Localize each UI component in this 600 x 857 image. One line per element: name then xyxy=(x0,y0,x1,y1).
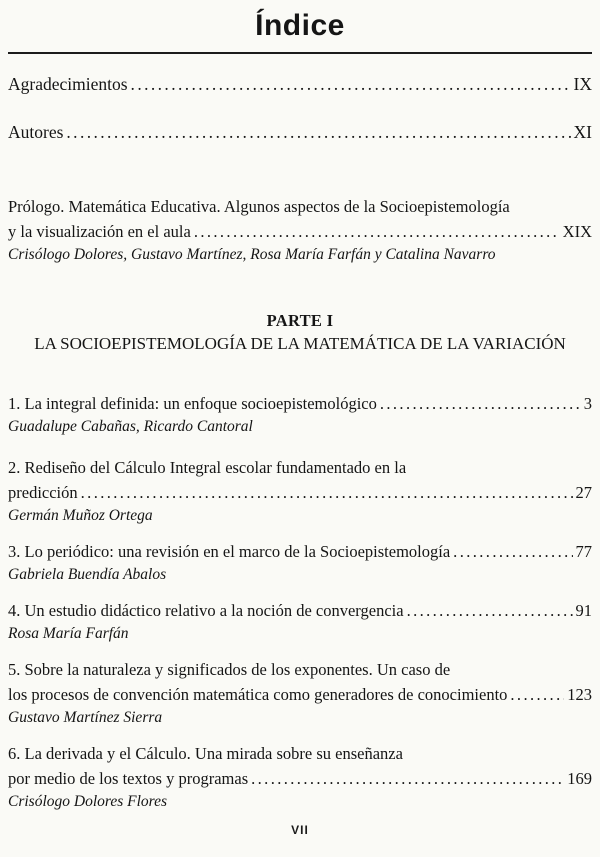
part-label: PARTE I xyxy=(266,311,334,330)
entry-page-number: XI xyxy=(573,122,592,142)
chapter-authors: Germán Muñoz Ortega xyxy=(8,507,153,524)
toc-entry-prologo xyxy=(8,194,592,265)
chapter-title: 3. Lo periódico: una revisión en el marco de la Socioepistemología xyxy=(8,542,451,561)
chapter-page-number: 169 xyxy=(567,769,592,788)
chapter-title-line2: por medio de los textos y programas xyxy=(8,769,249,788)
dot-leader xyxy=(81,480,573,505)
chapter-page-number: 3 xyxy=(583,394,592,413)
chapter-title-line1: 2. Rediseño del Cálculo Integral escolar fundamentado en la xyxy=(8,458,407,477)
chapter-title: 1. La integral definida: un enfoque socioepistemológico xyxy=(8,394,377,413)
chapter-page-number: 123 xyxy=(567,685,592,704)
entry-page-number: XIX xyxy=(562,222,592,241)
chapter-title: 4. Un estudio didáctico relativo a la noción de convergencia xyxy=(8,601,404,620)
chapter-4-entry xyxy=(8,598,592,644)
chapter-title-row xyxy=(8,682,592,707)
chapter-title-line1: 5. Sobre la naturaleza y significados de los exponentes. Un caso de xyxy=(8,660,451,679)
chapter-1-entry xyxy=(8,391,592,437)
chapter-title-line2: predicción xyxy=(8,483,78,502)
entry-page-number: IX xyxy=(573,74,592,94)
toc-entry-autores xyxy=(8,122,592,142)
chapter-3-entry xyxy=(8,539,592,585)
dot-leader xyxy=(380,391,581,416)
chapter-authors: Gabriela Buendía Abalos xyxy=(8,566,167,583)
title-divider xyxy=(8,52,592,54)
chapter-authors: Guadalupe Cabañas, Ricardo Cantoral xyxy=(8,418,253,435)
entry-label: Autores xyxy=(8,122,64,142)
toc-entry-agradecimientos xyxy=(8,74,592,94)
chapter-5-entry xyxy=(8,657,592,728)
entry-title-line2: y la visualización en el aula xyxy=(8,222,191,241)
chapter-title-row xyxy=(8,480,592,505)
chapter-title-row xyxy=(8,391,592,416)
dot-leader xyxy=(194,219,560,244)
toc-page xyxy=(0,8,600,857)
dot-leader xyxy=(510,682,564,707)
chapter-6-entry xyxy=(8,741,592,812)
dot-leader xyxy=(453,539,572,564)
chapter-title-row xyxy=(8,539,592,564)
entry-title-line1: Prólogo. Matemática Educativa. Algunos aspectos de la Socioepistemología xyxy=(8,197,510,216)
dot-leader xyxy=(251,766,564,791)
page-title: Índice xyxy=(255,9,345,42)
chapter-page-number: 77 xyxy=(575,542,592,561)
page-folio: VII xyxy=(291,823,309,837)
entry-label: Agradecimientos xyxy=(8,74,128,94)
chapter-title-row xyxy=(8,598,592,623)
chapter-page-number: 27 xyxy=(575,483,592,502)
chapter-authors: Gustavo Martínez Sierra xyxy=(8,709,163,726)
dot-leader xyxy=(407,598,573,623)
chapter-title-line1: 6. La derivada y el Cálculo. Una mirada sobre su enseñanza xyxy=(8,744,403,763)
entry-title-line2-row xyxy=(8,219,592,244)
dot-leader xyxy=(66,122,570,142)
part-title: LA SOCIOEPISTEMOLOGÍA DE LA MATEMÁTICA DE LA VARIACIÓN xyxy=(34,334,566,353)
chapter-2-entry xyxy=(8,455,592,526)
chapter-authors: Rosa María Farfán xyxy=(8,625,129,642)
chapter-page-number: 91 xyxy=(575,601,592,620)
chapter-authors: Crisólogo Dolores Flores xyxy=(8,793,168,810)
chapter-title-line2: los procesos de convención matemática como generadores de conocimiento xyxy=(8,685,508,704)
entry-authors: Crisólogo Dolores, Gustavo Martínez, Rosa María Farfán y Catalina Navarro xyxy=(8,246,496,263)
dot-leader xyxy=(131,74,571,94)
chapter-title-row xyxy=(8,766,592,791)
